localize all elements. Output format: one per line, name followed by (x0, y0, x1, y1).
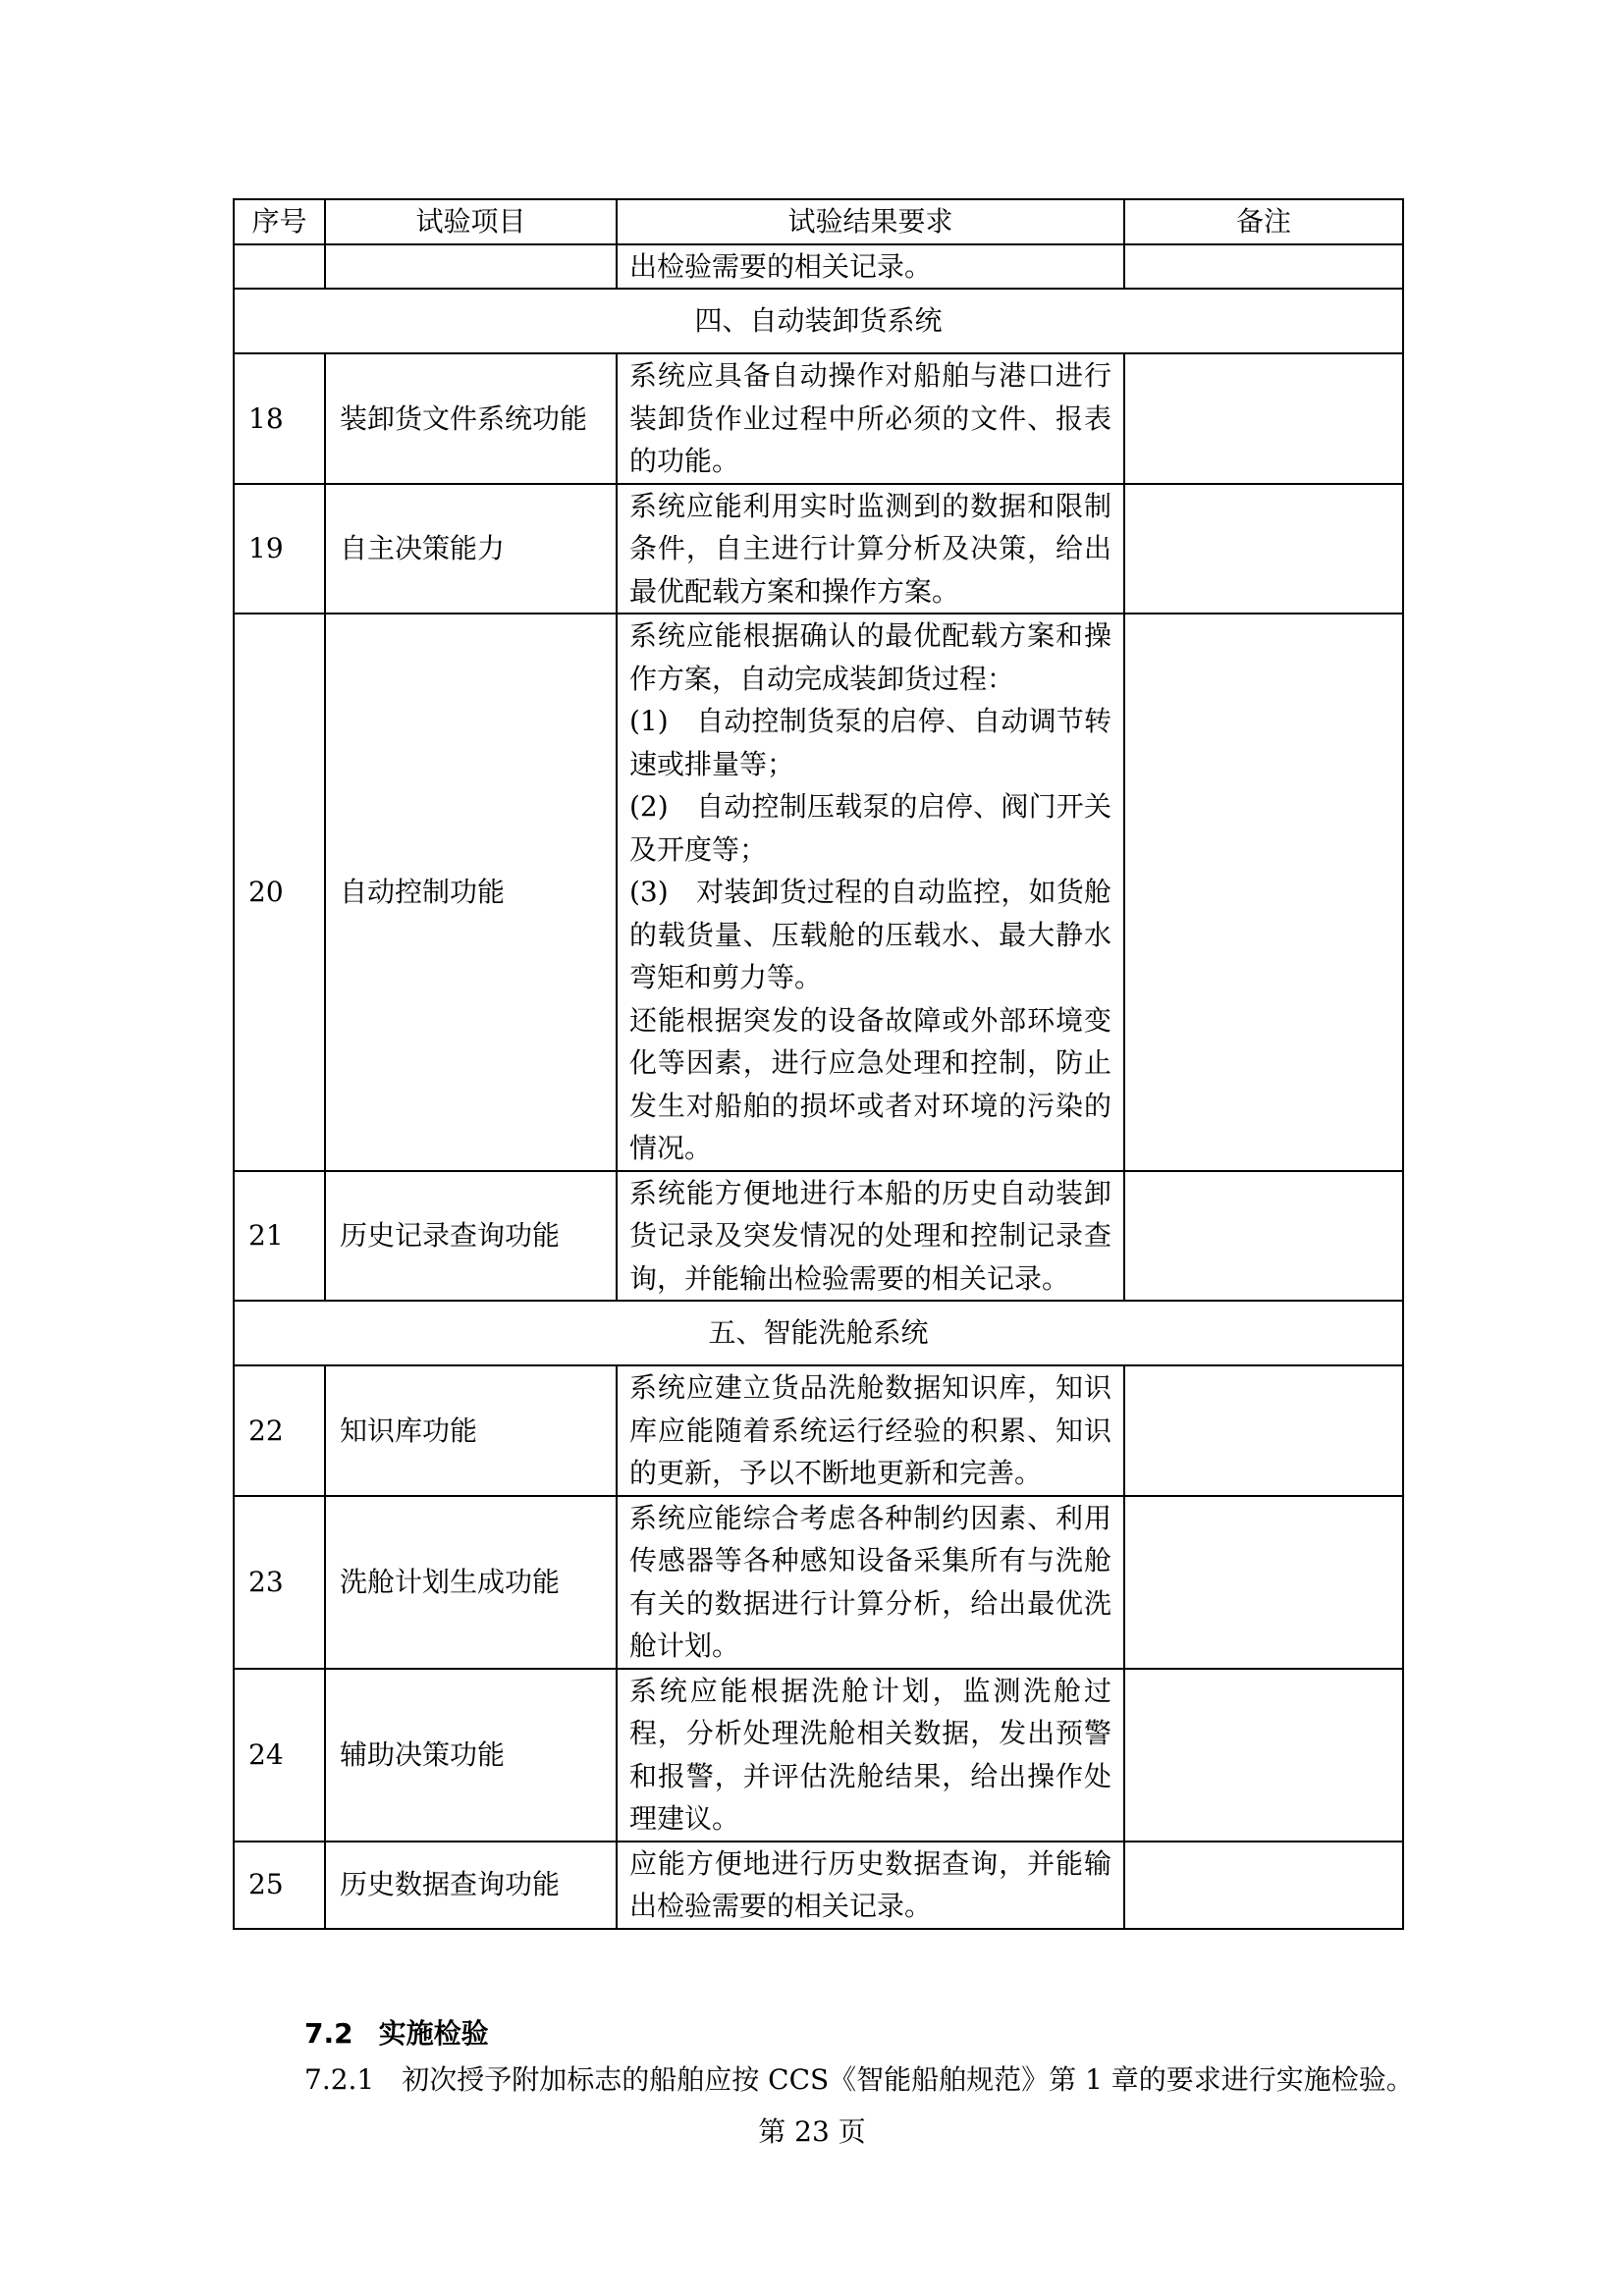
table-row (234, 353, 1403, 484)
requirement-paragraph: 系统应具备自动操作对船舶与港口进行装卸货作业过程中所必须的文件、报表的功能。 (629, 359, 1111, 477)
table-header-row (234, 199, 1403, 244)
table-row (234, 1365, 1403, 1496)
row-no: 19 (234, 484, 325, 614)
row-no: 24 (234, 1669, 325, 1842)
row-note (1124, 484, 1403, 614)
row-no: 18 (234, 353, 325, 484)
section-title: 四、自动装卸货系统 (234, 289, 1403, 353)
row-item: 自动控制功能 (325, 614, 617, 1171)
requirement-paragraph: 还能根据突发的设备故障或外部环境变化等因素，进行应急处理和控制，防止发生对船舶的损坏或者对环境的污染的情况。 (629, 1003, 1111, 1164)
requirement-paragraph: (3) 对装卸货过程的自动监控，如货舱的载货量、压载舱的压载水、最大静水弯矩和剪力等。 (629, 876, 1111, 993)
table-row (234, 1842, 1403, 1929)
row-requirement (617, 614, 1124, 1171)
row-note (1124, 614, 1403, 1171)
table-row (234, 1496, 1403, 1669)
section-number: 7.2 (304, 2017, 353, 2050)
table-row (234, 614, 1403, 1171)
row-note (1124, 1842, 1403, 1929)
row-note (1124, 1669, 1403, 1842)
section-title-text: 实施检验 (378, 2017, 489, 2050)
requirement-paragraph: 系统能方便地进行本船的历史自动装卸货记录及突发情况的处理和控制记录查询，并能输出检验需要的相关记录。 (629, 1176, 1111, 1295)
requirement-paragraph: (2) 自动控制压载泵的启停、阀门开关及开度等； (629, 790, 1111, 866)
section-row (234, 1301, 1403, 1365)
row-no (234, 244, 325, 290)
requirement-paragraph: 应能方便地进行历史数据查询，并能输出检验需要的相关记录。 (629, 1846, 1111, 1922)
requirement-paragraph: 系统应建立货品洗舱数据知识库，知识库应能随着系统运行经验的积累、知识的更新，予以不断地更新和完善。 (629, 1371, 1111, 1489)
row-note (1124, 244, 1403, 290)
requirement-paragraph: (1) 自动控制货泵的启停、自动调节转速或排量等； (629, 705, 1111, 780)
table-row (234, 484, 1403, 614)
row-requirement (617, 1171, 1124, 1302)
continuation-row (234, 244, 1403, 290)
header-item: 试验项目 (325, 199, 617, 244)
requirement-paragraph: 系统应能利用实时监测到的数据和限制条件，自主进行计算分析及决策，给出最优配载方案和操作方案。 (629, 489, 1111, 608)
row-item: 装卸货文件系统功能 (325, 353, 617, 484)
row-requirement (617, 1669, 1124, 1842)
row-note (1124, 1496, 1403, 1669)
row-item: 知识库功能 (325, 1365, 617, 1496)
requirement-paragraph: 系统应能根据洗舱计划，监测洗舱过程，分析处理洗舱相关数据，发出预警和报警，并评估洗舱结果，给出操作处理建议。 (629, 1674, 1111, 1835)
section-heading (304, 2012, 489, 2052)
clause-number: 7.2.1 (304, 2063, 375, 2096)
row-requirement (617, 484, 1124, 614)
row-no: 22 (234, 1365, 325, 1496)
row-requirement (617, 1365, 1124, 1496)
row-item (325, 244, 617, 290)
row-requirement: 出检验需要的相关记录。 (617, 244, 1124, 290)
row-requirement (617, 353, 1124, 484)
section-row (234, 289, 1403, 353)
table-row (234, 1171, 1403, 1302)
row-no: 21 (234, 1171, 325, 1302)
section-title: 五、智能洗舱系统 (234, 1301, 1403, 1365)
row-note (1124, 353, 1403, 484)
header-requirement: 试验结果要求 (617, 199, 1124, 244)
row-requirement (617, 1842, 1124, 1929)
page-number: 第 23 页 (758, 2115, 866, 2148)
row-requirement (617, 1496, 1124, 1669)
row-item: 辅助决策功能 (325, 1669, 617, 1842)
row-no: 20 (234, 614, 325, 1171)
requirement-paragraph: 系统应能综合考虑各种制约因素、利用传感器等各种感知设备采集所有与洗舱有关的数据进行计算分析，给出最优洗舱计划。 (629, 1501, 1111, 1662)
row-item: 自主决策能力 (325, 484, 617, 614)
table-row (234, 1669, 1403, 1842)
row-no: 25 (234, 1842, 325, 1929)
header-no: 序号 (234, 199, 325, 244)
row-item: 洗舱计划生成功能 (325, 1496, 617, 1669)
clause-text: 初次授予附加标志的船舶应按 CCS《智能船舶规范》第 1 章的要求进行实施检验。 (402, 2063, 1414, 2096)
requirement-paragraph: 系统应能根据确认的最优配载方案和操作方案，自动完成装卸货过程： (629, 619, 1111, 695)
row-no: 23 (234, 1496, 325, 1669)
row-item: 历史记录查询功能 (325, 1171, 617, 1302)
row-item: 历史数据查询功能 (325, 1842, 617, 1929)
clause-paragraph (304, 2058, 1414, 2098)
test-requirements-table (233, 198, 1404, 1930)
row-note (1124, 1365, 1403, 1496)
row-note (1124, 1171, 1403, 1302)
header-note: 备注 (1124, 199, 1403, 244)
